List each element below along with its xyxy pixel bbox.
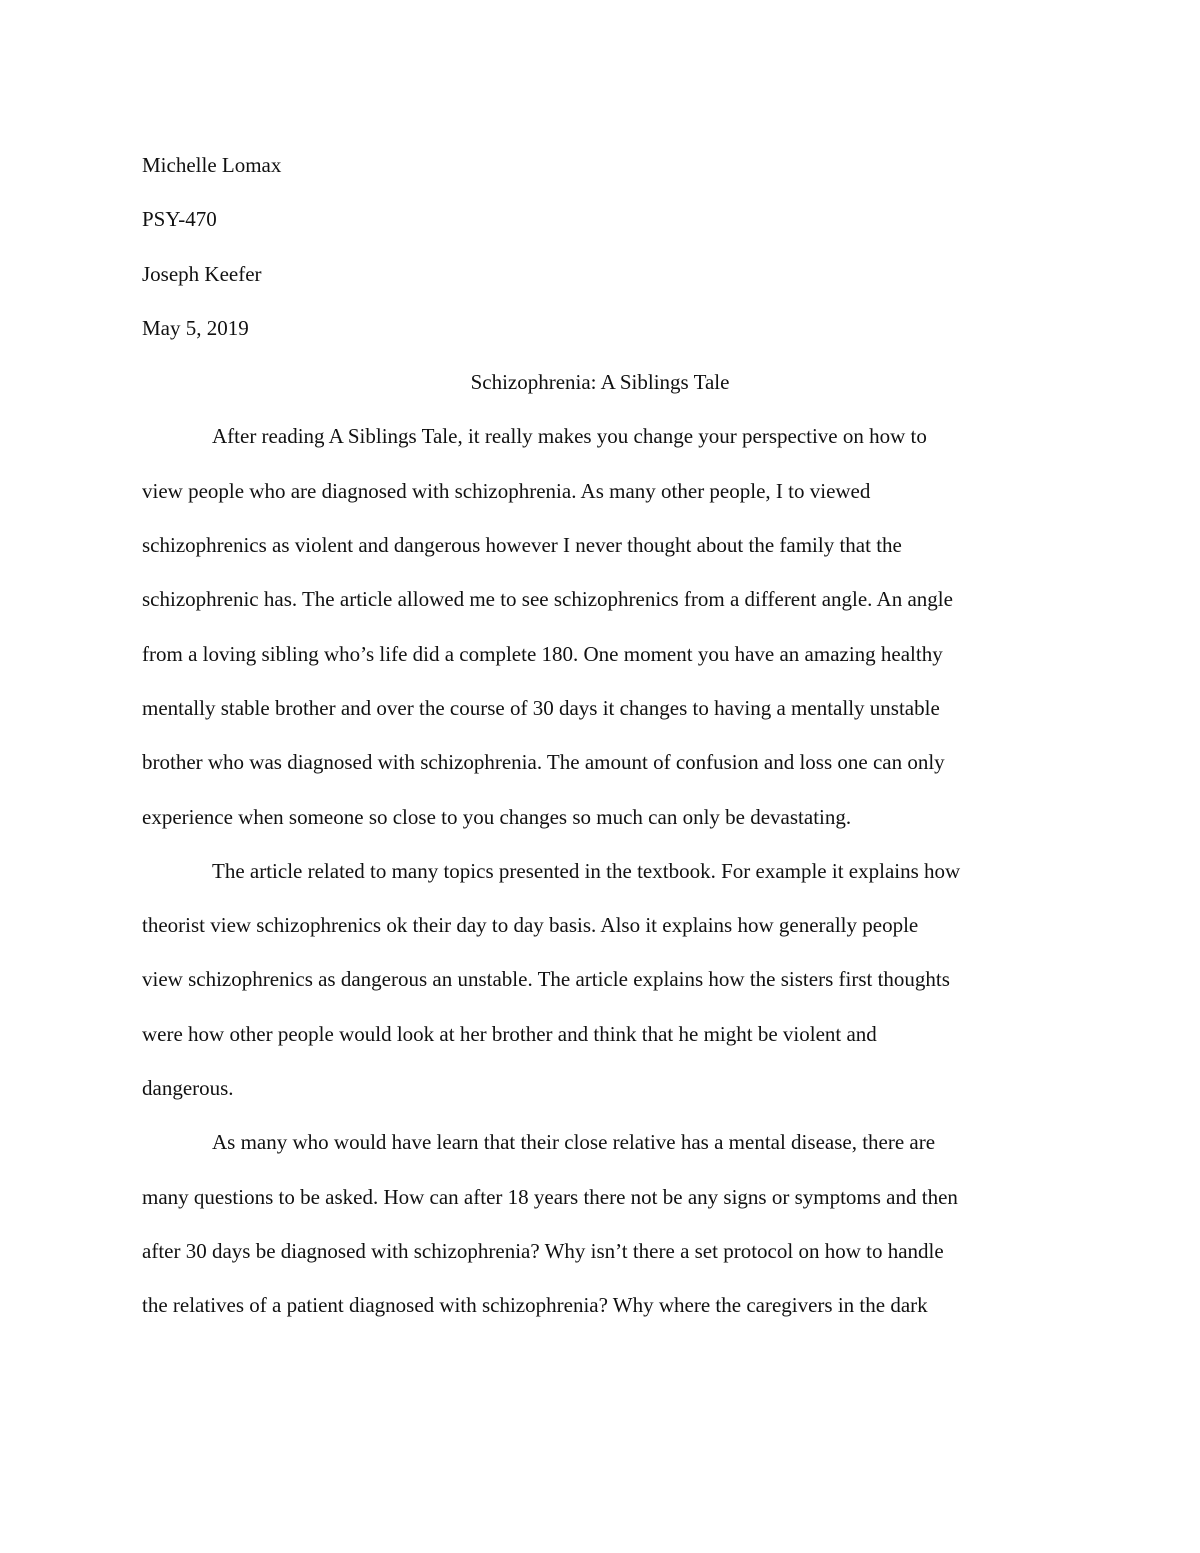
instructor-name: Joseph Keefer — [142, 261, 262, 286]
paragraph-line: brother who was diagnosed with schizophrenia. The amount of confusion and loss one can only — [142, 750, 945, 775]
paragraph-1 — [142, 409, 1058, 843]
paragraph-line: were how other people would look at her brother and think that he might be violent and — [142, 1021, 877, 1046]
paragraph-line: schizophrenics as violent and dangerous however I never thought about the family that the — [142, 533, 902, 558]
paragraph-line: experience when someone so close to you changes so much can only be devastating. — [142, 804, 852, 829]
paragraph-line: many questions to be asked. How can after 18 years there not be any signs or symptoms and then — [142, 1184, 958, 1209]
paragraph-line: The article related to many topics presented in the textbook. For example it explains how — [212, 858, 961, 883]
author-name: Michelle Lomax — [142, 153, 282, 177]
document-date: May 5, 2019 — [142, 315, 249, 340]
paragraph-line: schizophrenic has. The article allowed me to see schizophrenics from a different angle. An angle — [142, 587, 953, 612]
paragraph-2 — [142, 844, 1058, 1115]
paragraph-line: mentally stable brother and over the course of 30 days it changes to having a mentally unstable — [142, 695, 940, 720]
paragraph-line: After reading A Siblings Tale, it really makes you change your perspective on how to — [212, 424, 927, 449]
paragraph-line: dangerous. — [142, 1076, 234, 1101]
paragraph-line: view schizophrenics as dangerous an unstable. The article explains how the sisters first thoughts — [142, 967, 950, 992]
paragraph-line: from a loving sibling who’s life did a complete 180. One moment you have an amazing healthy — [142, 641, 943, 666]
paragraph-line: after 30 days be diagnosed with schizophrenia? Why isn’t there a set protocol on how to handle — [142, 1238, 944, 1263]
paragraph-line: As many who would have learn that their close relative has a mental disease, there are — [212, 1130, 936, 1155]
paragraph-3 — [142, 1115, 1058, 1332]
paragraph-line: the relatives of a patient diagnosed with schizophrenia? Why where the caregivers in the dark — [142, 1293, 928, 1318]
document-body — [142, 138, 1058, 1333]
document-title: Schizophrenia: A Siblings Tale — [470, 370, 730, 395]
paragraph-line: view people who are diagnosed with schizophrenia. As many other people, I to viewed — [142, 478, 871, 503]
course-code: PSY-470 — [142, 207, 217, 232]
paragraph-line: theorist view schizophrenics ok their day to day basis. Also it explains how generally people — [142, 913, 919, 938]
